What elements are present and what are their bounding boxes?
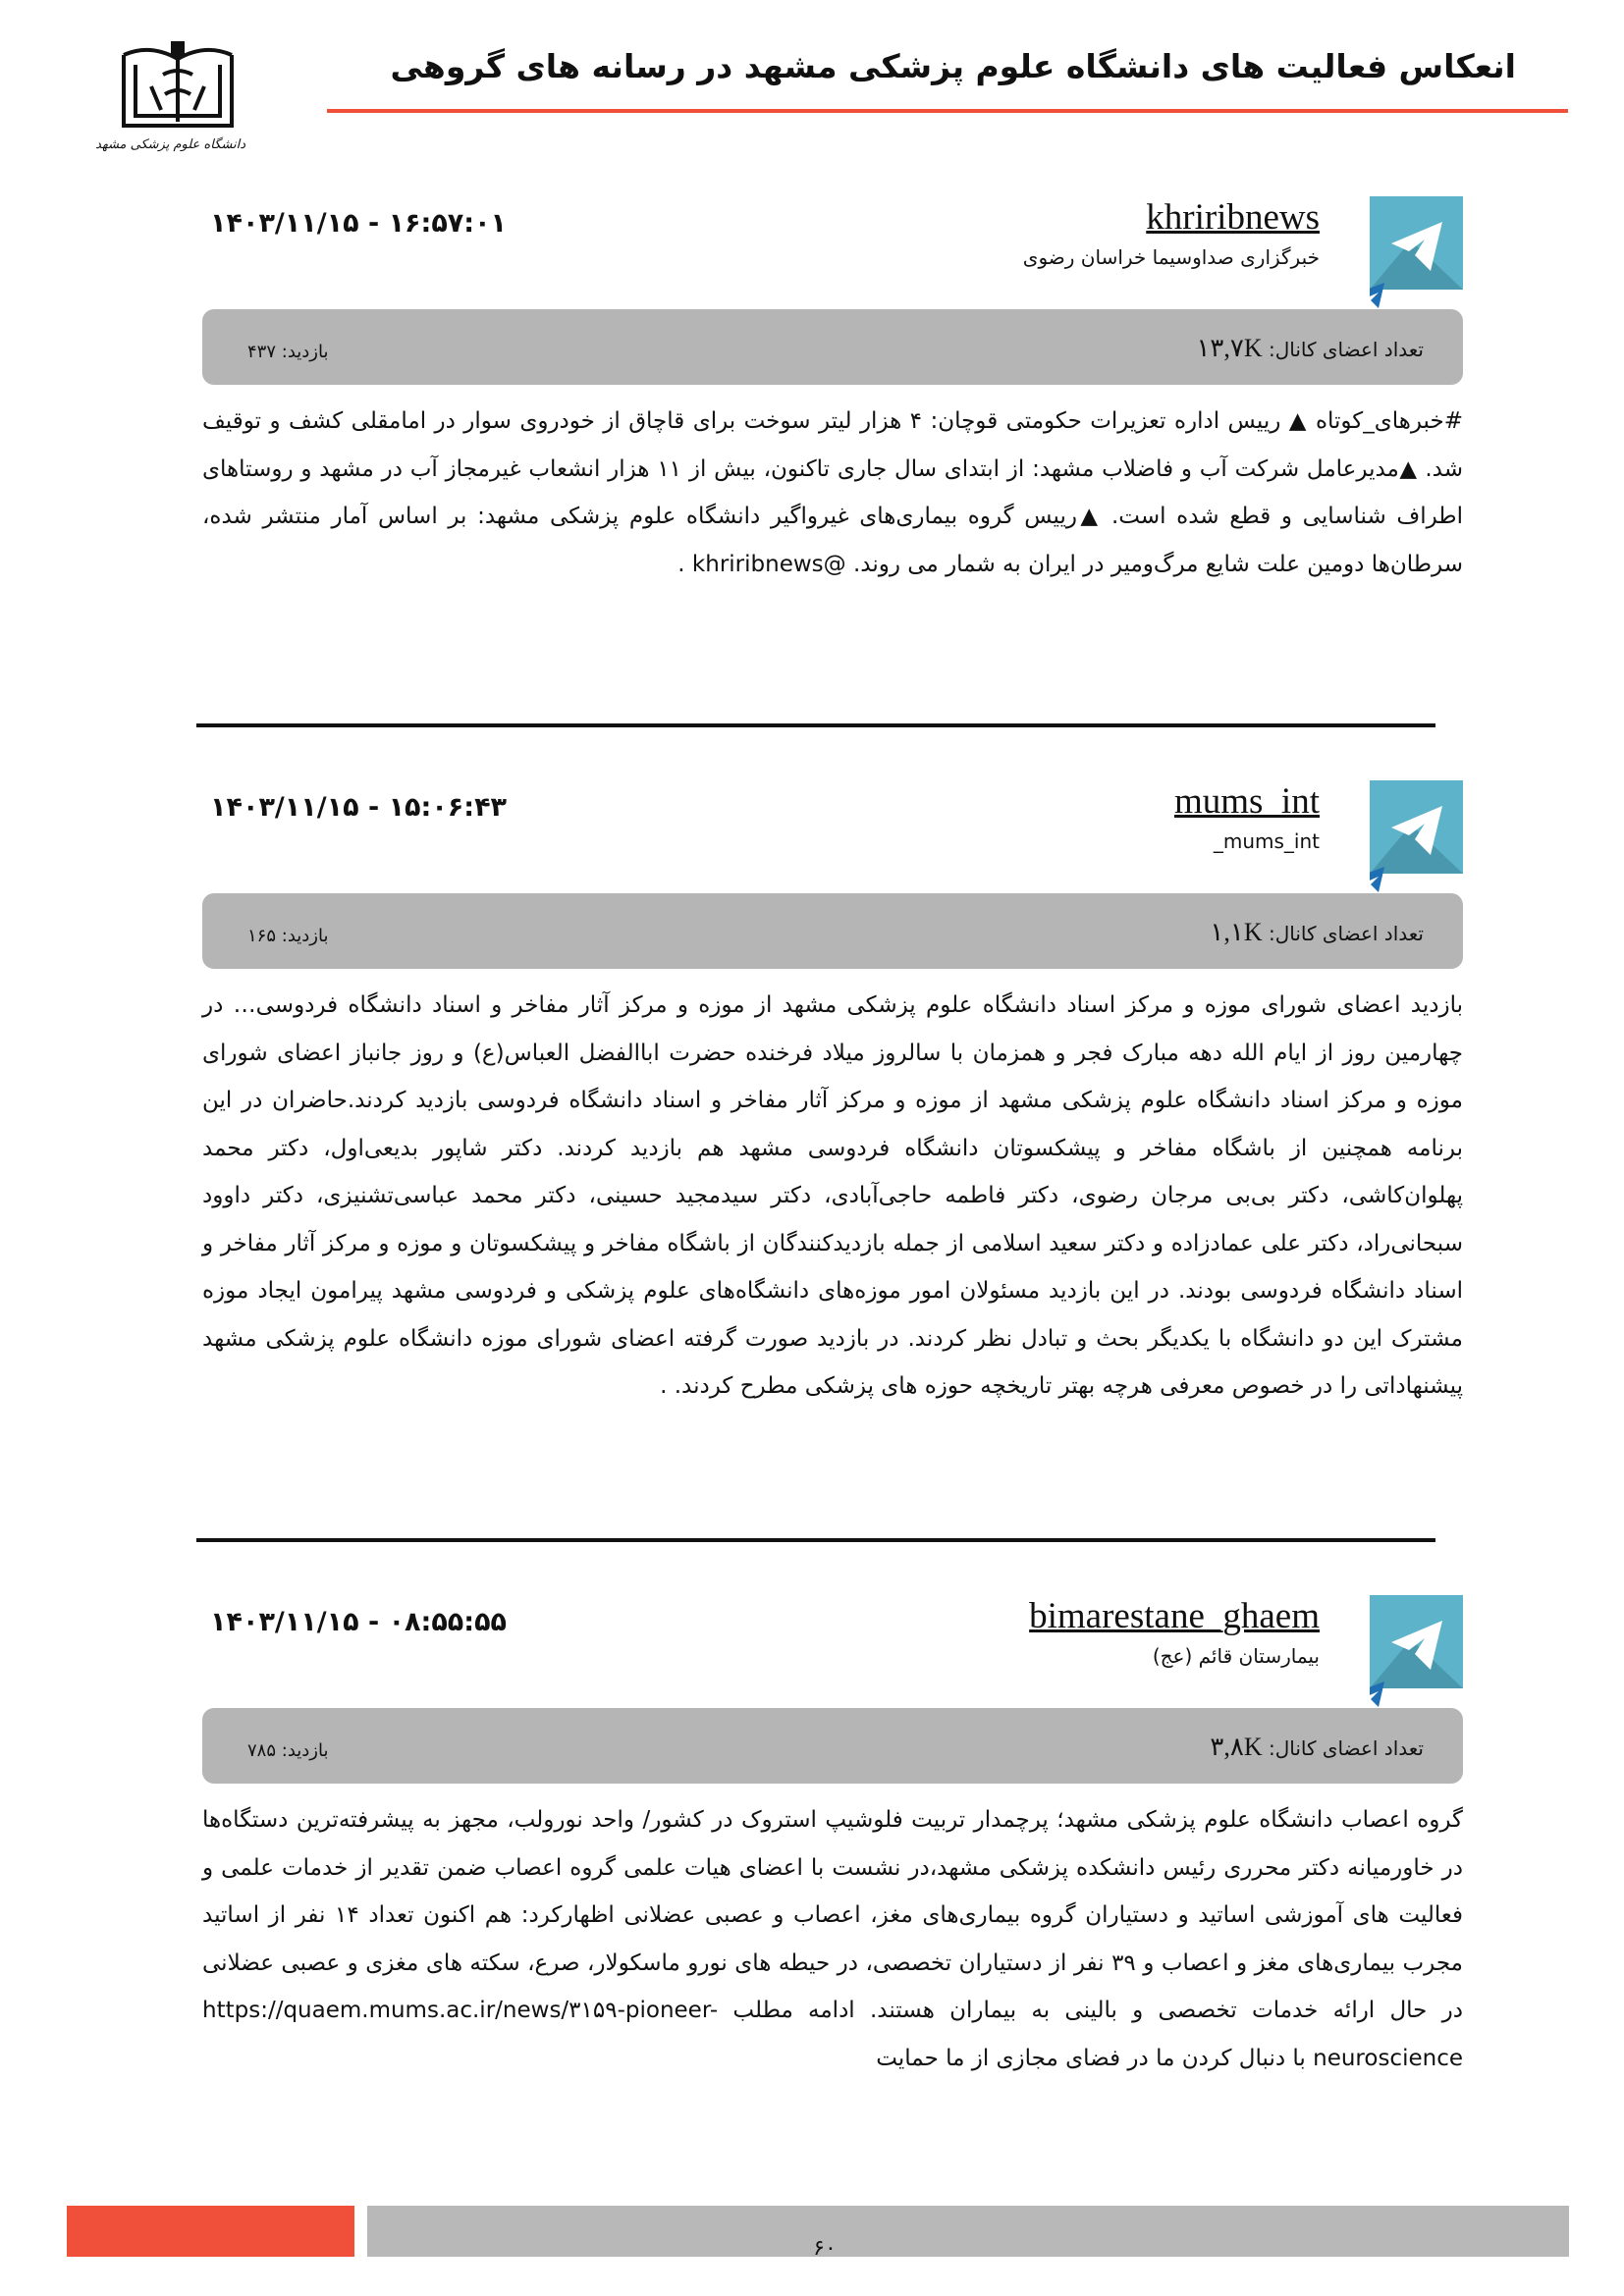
member-count: تعداد اعضای کانال: ۱,۱K (1210, 918, 1424, 946)
post-divider (196, 723, 1435, 727)
channel-name[interactable]: khriribnews (1146, 197, 1320, 238)
post-datetime: ۱۴۰۳/۱۱/۱۵ - ۱۶:۵۷:۰۱ (210, 208, 508, 239)
telegram-post (196, 780, 1463, 1409)
telegram-post (196, 196, 1463, 609)
channel-subtitle: بیمارستان قائم (عج) (1152, 1644, 1320, 1668)
post-divider (196, 1538, 1435, 1542)
post-body: #خبرهای_کوتاه ▲ رییس اداره تعزیرات حکومتی قوچان: ۴ هزار لیتر سوخت برای قاچاق از خودروی سوار در امامقلی کشف و توقیف شد. ▲مدیرعامل شرکت آب و فاضلاب مشهد: از ابتدای سال جاری تاکنون، بیش از ۱۱ هزار انشعاب غیرمجاز آب در مشهد و روستاهای اطراف شناسایی و قطع شده است. ▲رییس گروه بیماری‌های غیرواگیر دانشگاه علوم پزشکی مشهد: بر اساس آمار منتشر شده، سرطان‌ها دومین علت شایع مرگ‌ومیر در ایران به شمار می روند. @khriribnews . (202, 408, 1463, 577)
post-body: بازدید اعضای شورای موزه و مرکز اسناد دانشگاه علوم پزشکی مشهد از موزه و مرکز آثار مفاخر و اسناد دانشگاه فردوسی… در چهارمین روز از ایام الله دهه مبارک فجر و همزمان با سالروز میلاد فرخنده حضرت اباالفضل العباس(ع) و روز جانباز اعضای شورای موزه و مرکز اسناد دانشگاه علوم پزشکی مشهد از موزه و مرکز آثار مفاخر و اسناد دانشگاه فردوسی بازدید کردند.حاضران در این برنامه همچنین از باشگاه مفاخر و پیشکسوتان دانشگاه فردوسی مشهد هم بازدید کردند. دکتر شاپور بدیعی‌اول، دکتر محمد پهلوان‌کاشی، دکتر بی‌بی مرجان رضوی، دکتر فاطمه حاجی‌آبادی، دکتر سیدمجید حسینی، دکتر محمد عباسی‌تشنیزی، دکتر داوود سبحانی‌راد، دکتر علی عمادزاده و دکتر سعید اسلامی از جمله بازدیدکنندگان از باشگاه مفاخر و پیشکسوتان و موزه و مرکز آثار مفاخر و اسناد دانشگاه فردوسی بودند. در این بازدید مسئولان امور موزه‌های دانشگاه‌های علوم پزشکی و فردوسی مشهد پیرامون ایجاد موزه مشترک این دو دانشگاه با یکدیگر بحث و تبادل نظر کردند. در بازدید صورت گرفته اعضای شورای موزه دانشگاه علوم پزشکی مشهد پیشنهاداتی را در خصوص معرفی هرچه بهتر تاریخچه حوزه های پزشکی مطرح کردند. . (202, 992, 1463, 1399)
channel-name[interactable]: bimarestane_ghaem (1029, 1596, 1320, 1636)
channel-subtitle: خبرگزاری صداوسیما خراسان رضوی (1022, 245, 1320, 269)
page-number: ۶۰ (813, 2236, 837, 2261)
telegram-post (196, 1595, 1463, 2106)
stats-bar (202, 893, 1463, 969)
member-count: تعداد اعضای کانال: ۳,۸K (1210, 1733, 1424, 1761)
telegram-icon (1370, 1595, 1463, 1713)
post-body: گروه اعصاب دانشگاه علوم پزشکی مشهد؛ پرچمدار تربیت فلوشیپ استروک در کشور/ واحد نورولب، مجهز به پیشرفته‌ترین دستگاه‌ها در خاورمیانه دکتر محرری رئیس دانشکده پزشکی مشهد،در نشست با اعضای هیات علمی گروه اعصاب ضمن تقدیر از خدمات علمی و فعالیت های آموزشی اساتید و دستیاران گروه بیماری‌های مغز، اعصاب و عصبی عضلانی اظهارکرد: هم اکنون تعداد ۱۴ نفر از اساتید مجرب بیماری‌های مغز و اعصاب و ۳۹ نفر از دستیاران تخصصی، در حیطه های نورو ماسکولار، صرع، سکته های مغزی و عصبی عضلانی در حال ارائه خدمات تخصصی و بالینی به بیماران هستند. ادامه مطلب https://quaem.mums.ac.ir/news/۳۱۵۹-pioneer-neuroscience با دنبال کردن ما در فضای مجازی از ما حمایت (202, 1807, 1464, 2071)
member-count: تعداد اعضای کانال: ۱۳,۷K (1196, 334, 1424, 362)
channel-name[interactable]: mums_int (1173, 781, 1320, 822)
view-count: بازدید: ۷۸۵ (247, 1740, 329, 1761)
stats-bar (202, 1708, 1463, 1784)
view-count: بازدید: ۴۳۷ (247, 342, 329, 362)
logo-caption: دانشگاه علوم پزشکی مشهد (95, 137, 245, 152)
channel-subtitle: mums_int_ (1213, 829, 1320, 853)
footer-accent-bar (67, 2206, 354, 2257)
title-rule (327, 109, 1568, 113)
post-datetime: ۱۴۰۳/۱۱/۱۵ - ۰۸:۵۵:۵۵ (210, 1607, 508, 1637)
stats-bar (202, 309, 1463, 385)
view-count: بازدید: ۱۶۵ (247, 926, 329, 946)
telegram-icon (1370, 196, 1463, 314)
footer-bar (367, 2206, 1569, 2257)
page-title: انعکاس فعالیت های دانشگاه علوم پزشکی مشهد در رسانه های گروهی (390, 47, 1516, 85)
post-datetime: ۱۴۰۳/۱۱/۱۵ - ۱۵:۰۶:۴۳ (210, 792, 508, 823)
telegram-icon (1370, 780, 1463, 898)
